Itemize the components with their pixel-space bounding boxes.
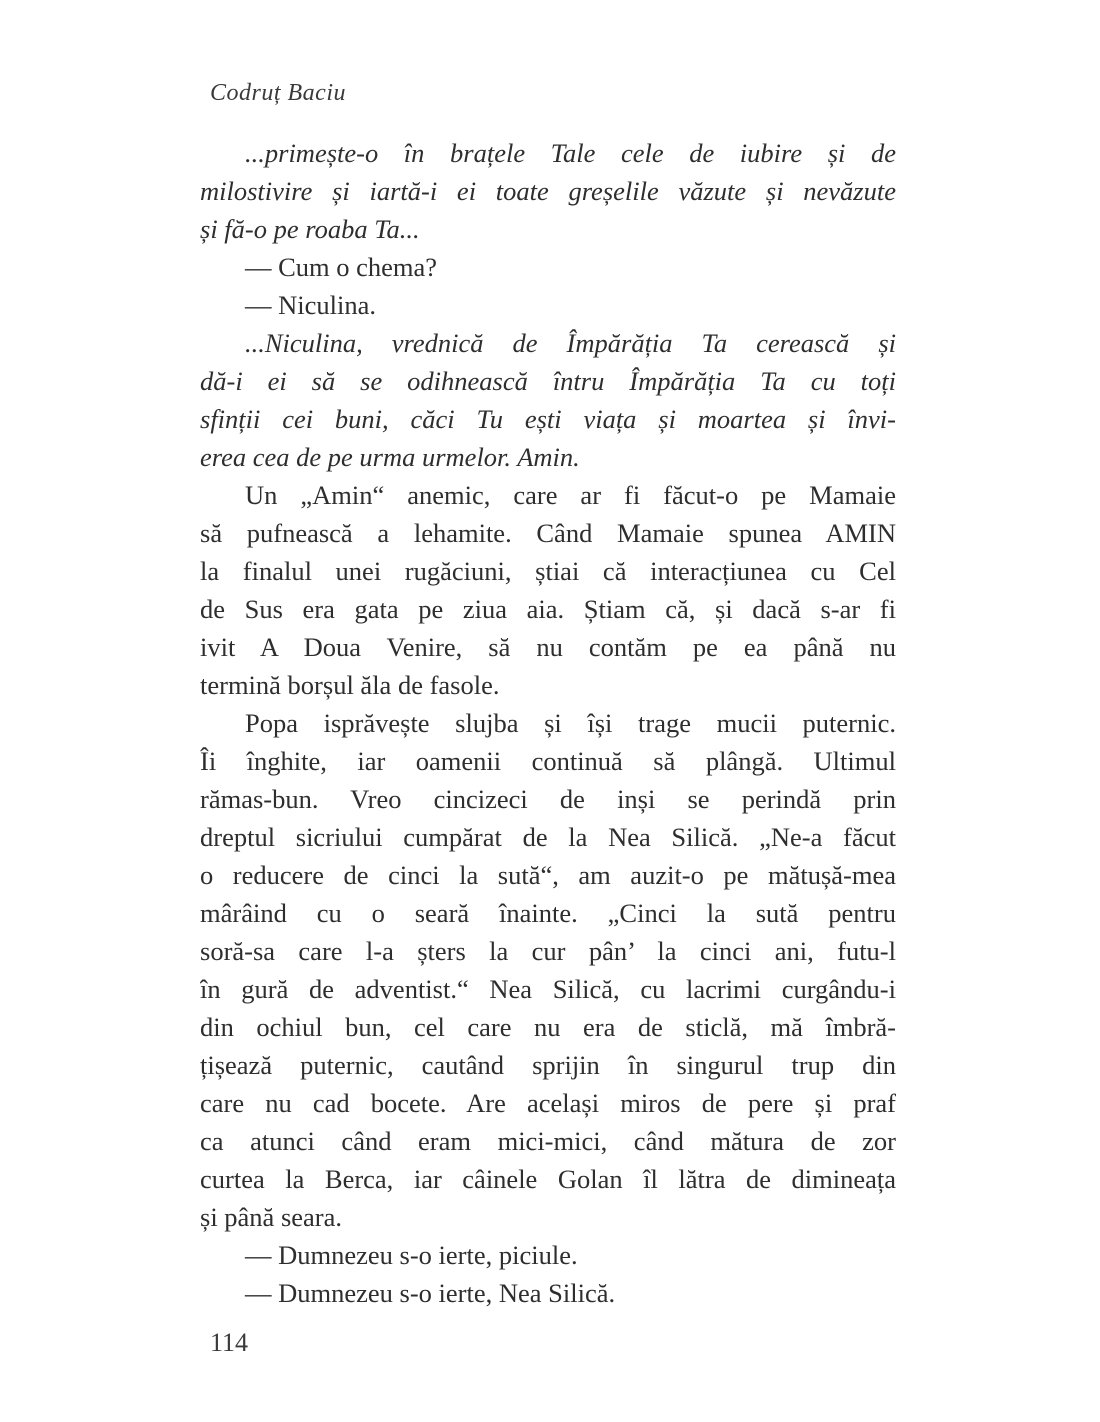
text-line: curtea la Berca, iar câinele Golan îl lătra de dimineața [200,1164,896,1194]
text-line: țișează puternic, cautând sprijin în singurul trup din [200,1050,896,1080]
paragraph [200,248,896,286]
text-line: Un „Amin“ anemic, care ar fi făcut-o pe Mamaie [245,480,896,510]
paragraph [200,286,896,324]
text-line: — Niculina. [245,290,376,320]
text-line: și fă-o pe roaba Ta... [200,214,420,244]
text-line: ivit A Doua Venire, să nu contăm pe ea până nu [200,632,896,662]
text-line: de Sus era gata pe ziua aia. Știam că, și dacă s-ar fi [200,594,896,624]
text-line: — Dumnezeu s-o ierte, piciule. [245,1240,578,1270]
text-line: ca atunci când eram mici-mici, când mătura de zor [200,1126,896,1156]
text-line: din ochiul bun, cel care nu era de sticlă, mă îmbră- [200,1012,896,1042]
text-line: ...primește-o în brațele Tale cele de iubire și de [245,138,896,168]
text-line: mârâind cu o seară înainte. „Cinci la sută pentru [200,898,896,928]
text-line: Popa isprăvește slujba și își trage mucii puternic. [245,708,896,738]
paragraph [200,704,896,1236]
paragraph [200,476,896,704]
text-line: — Dumnezeu s-o ierte, Nea Silică. [245,1278,616,1308]
text-line: termină borșul ăla de fasole. [200,670,500,700]
text-line: soră-sa care l-a șters la cur pân’ la cinci ani, futu-l [200,936,896,966]
text-line: ...Niculina, vrednică de Împărăția Ta cerească și [245,328,896,358]
page-number: 114 [210,1328,249,1357]
running-header: Codruț Baciu [210,80,346,106]
text-line: sfinții cei buni, căci Tu ești viața și moartea și învi- [200,404,896,434]
text-line: și până seara. [200,1202,342,1232]
text-line: erea cea de pe urma urmelor. Amin. [200,442,580,472]
text-line: rămas-bun. Vreo cincizeci de inși se perindă prin [200,784,896,814]
paragraph [200,1236,896,1274]
text-body [200,134,896,1312]
text-line: la finalul unei rugăciuni, știai că interacțiunea cu Cel [200,556,896,586]
text-line: — Cum o chema? [245,252,438,282]
text-line: o reducere de cinci la sută“, am auzit-o pe mătușă-mea [200,860,896,890]
text-line: care nu cad bocete. Are același miros de pere și praf [200,1088,896,1118]
text-line: dă-i ei să se odihnească întru Împărăția Ta cu toți [200,366,896,396]
paragraph [200,1274,896,1312]
text-line: dreptul sicriului cumpărat de la Nea Silică. „Ne-a făcut [200,822,896,852]
text-line: în gură de adventist.“ Nea Silică, cu lacrimi curgându-i [200,974,896,1004]
text-line: să pufnească a lehamite. Când Mamaie spunea AMIN [200,518,896,548]
paragraph [200,134,896,248]
paragraph [200,324,896,476]
text-line: milostivire și iartă-i ei toate greșelile văzute și nevăzute [200,176,896,206]
text-line: Îi înghite, iar oamenii continuă să plângă. Ultimul [200,746,896,776]
